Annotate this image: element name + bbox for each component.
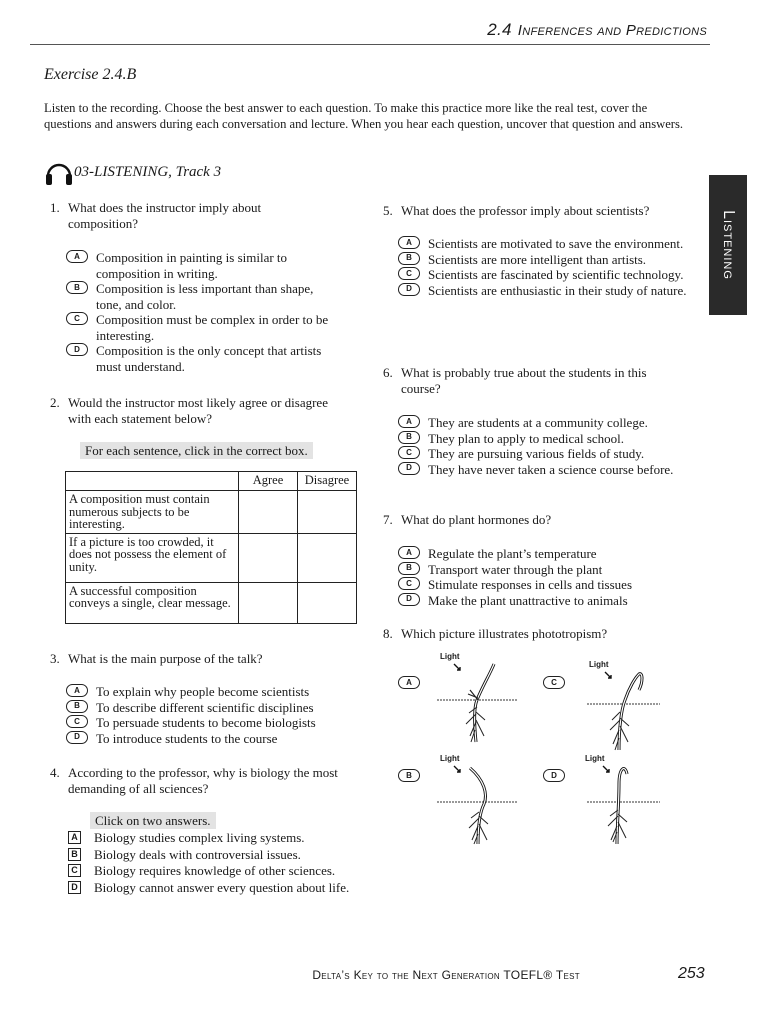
question-text: Would the instructor most likely agree or disagree with each statement below?	[68, 395, 328, 426]
answer-option[interactable]	[66, 731, 366, 747]
checkbox-c[interactable]: C	[68, 864, 81, 877]
plant-picture-c	[585, 660, 665, 755]
question-text: What does the instructor imply about composition?	[68, 200, 262, 231]
question-number: 6.	[383, 365, 393, 380]
checkbox-d[interactable]: D	[68, 881, 81, 894]
option-text: Composition is the only concept that artists must understand.	[96, 343, 322, 374]
question-number: 8.	[383, 626, 393, 641]
agree-box-1[interactable]	[239, 491, 298, 534]
bubble-c[interactable]: C	[543, 676, 565, 689]
light-label: Light	[440, 754, 460, 763]
answer-option[interactable]	[66, 250, 341, 281]
bubble-c[interactable]: C	[66, 715, 88, 728]
option-text: To introduce students to the course	[96, 730, 278, 746]
answer-option[interactable]	[398, 283, 688, 299]
running-header	[300, 20, 707, 40]
answer-option[interactable]	[398, 446, 693, 462]
statement-cell: If a picture is too crowded, it does not possess the element of unity.	[66, 533, 239, 582]
bubble-a[interactable]: A	[398, 546, 420, 559]
checkbox-option[interactable]	[68, 863, 378, 880]
plant-picture-d	[585, 754, 665, 849]
answer-option[interactable]	[398, 267, 688, 283]
option-text: Regulate the plant’s temperature	[428, 546, 597, 561]
section-title: Inferences and Predictions	[517, 22, 707, 39]
exercise-title: Exercise 2.4.B	[44, 66, 137, 83]
bubble-c[interactable]: C	[66, 312, 88, 325]
question-7	[383, 512, 663, 528]
bubble-b[interactable]: B	[398, 562, 420, 575]
answer-option[interactable]	[66, 700, 366, 716]
question-6	[383, 365, 653, 397]
question-text: What does the professor imply about scientists?	[401, 203, 650, 218]
bubble-b[interactable]: B	[398, 431, 420, 444]
bubble-c[interactable]: C	[398, 446, 420, 459]
question-number: 4.	[50, 765, 60, 780]
disagree-box-1[interactable]	[298, 491, 357, 534]
q7-options	[398, 546, 693, 608]
header-rule	[30, 44, 710, 45]
question-number: 1.	[50, 200, 60, 215]
q2-instruction	[80, 442, 313, 460]
option-text: Composition is less important than shape, tone, and color.	[96, 281, 314, 312]
checkbox-option[interactable]	[68, 830, 378, 847]
bubble-a[interactable]: A	[66, 684, 88, 697]
bubble-d[interactable]: D	[66, 343, 88, 356]
option-text: Scientists are more intelligent than artists.	[428, 251, 647, 267]
option-text: Scientists are enthusiastic in their study of nature.	[428, 282, 687, 298]
statement-cell: A composition must contain numerous subjects to be interesting.	[66, 491, 239, 534]
question-text: What do plant hormones do?	[401, 512, 552, 527]
answer-option[interactable]	[66, 684, 366, 700]
option-text: To persuade students to become biologists	[96, 715, 316, 730]
option-text: Biology deals with controversial issues.	[94, 846, 301, 862]
question-2	[50, 395, 330, 427]
headphones-icon	[44, 158, 74, 188]
section-number: 2.4	[487, 20, 512, 39]
plant-b-illustration	[432, 754, 522, 849]
disagree-box-3[interactable]	[298, 582, 357, 623]
instruction-highlight: Click on two answers.	[90, 812, 216, 829]
option-text: Biology cannot answer every question about life.	[94, 879, 350, 895]
side-tab-label: Listening	[720, 210, 737, 280]
answer-option[interactable]	[66, 715, 366, 731]
option-text: They are pursuing various fields of study.	[428, 446, 645, 461]
plant-c-illustration	[585, 660, 665, 755]
agree-box-3[interactable]	[239, 582, 298, 623]
bubble-d[interactable]: D	[398, 462, 420, 475]
q6-options	[398, 415, 693, 477]
agree-box-2[interactable]	[239, 533, 298, 582]
question-text: Which picture illustrates phototropism?	[401, 626, 608, 641]
footer-title: Delta’s Key to the Next Generation TOEFL® Test	[312, 968, 580, 982]
option-text: Composition in painting is similar to composition in writing.	[96, 250, 288, 281]
bubble-b[interactable]: B	[66, 281, 88, 294]
plant-d-illustration	[585, 754, 665, 849]
bubble-a[interactable]: A	[398, 236, 420, 249]
column-header-disagree: Disagree	[298, 472, 357, 491]
question-text: According to the professor, why is biology the most demanding of all sciences?	[68, 765, 338, 796]
checkbox-option[interactable]	[68, 847, 378, 864]
question-text: What is the main purpose of the talk?	[68, 651, 263, 666]
answer-option[interactable]	[398, 546, 693, 562]
q5-options	[398, 236, 688, 298]
option-text: Transport water through the plant	[428, 561, 603, 577]
checkbox-a[interactable]: A	[68, 831, 81, 844]
bubble-a[interactable]: A	[398, 676, 420, 689]
question-4	[50, 765, 350, 797]
table-corner	[66, 472, 239, 491]
side-tab	[709, 175, 747, 315]
question-number: 5.	[383, 203, 393, 218]
bubble-d[interactable]: D	[543, 769, 565, 782]
bubble-a[interactable]: A	[66, 250, 88, 263]
statement-cell: A successful composition conveys a single, clear message.	[66, 582, 239, 623]
option-text: Scientists are fascinated by scientific technology.	[428, 267, 684, 282]
question-number: 7.	[383, 512, 393, 527]
picture-choice-b[interactable]	[398, 769, 420, 782]
bubble-b[interactable]: B	[398, 769, 420, 782]
answer-option[interactable]	[66, 312, 341, 343]
plant-a-illustration	[432, 652, 522, 747]
option-text: Biology studies complex living systems.	[94, 830, 305, 845]
bubble-c[interactable]: C	[398, 267, 420, 280]
plant-picture-b	[432, 754, 522, 849]
column-header-agree: Agree	[239, 472, 298, 491]
light-label: Light	[589, 660, 609, 669]
light-label: Light	[585, 754, 605, 763]
answer-option[interactable]	[398, 462, 693, 478]
answer-option[interactable]	[398, 236, 688, 252]
answer-option[interactable]	[398, 593, 693, 609]
option-text: Scientists are motivated to save the environment.	[428, 236, 684, 251]
q3-options	[66, 684, 366, 746]
bubble-d[interactable]: D	[398, 593, 420, 606]
option-text: They plan to apply to medical school.	[428, 430, 625, 446]
option-text: To describe different scientific disciplines	[96, 699, 314, 715]
answer-option[interactable]	[398, 577, 693, 593]
bubble-b[interactable]: B	[66, 700, 88, 713]
track-label: 03-LISTENING, Track 3	[74, 164, 222, 180]
answer-option[interactable]	[66, 281, 341, 312]
question-1	[50, 200, 330, 232]
plant-picture-a	[432, 652, 522, 747]
bubble-d[interactable]: D	[398, 283, 420, 296]
page-number: 253	[678, 965, 705, 982]
picture-choice-d[interactable]	[543, 769, 565, 782]
agree-disagree-table	[65, 471, 357, 624]
option-text: Make the plant unattractive to animals	[428, 592, 628, 608]
option-text: They are students at a community college.	[428, 415, 648, 430]
question-number: 2.	[50, 395, 60, 410]
bubble-b[interactable]: B	[398, 252, 420, 265]
option-text: They have never taken a science course before.	[428, 461, 674, 477]
q1-options	[66, 250, 341, 374]
bubble-a[interactable]: A	[398, 415, 420, 428]
picture-choice-a[interactable]	[398, 676, 420, 689]
question-text: What is probably true about the students in this course?	[401, 365, 647, 396]
question-3	[50, 651, 340, 667]
q4-options	[68, 830, 378, 896]
checkbox-b[interactable]: B	[68, 848, 81, 861]
question-8	[383, 626, 683, 642]
option-text: Composition must be complex in order to be interesting.	[96, 312, 329, 343]
bubble-d[interactable]: D	[66, 731, 88, 744]
light-label: Light	[440, 652, 460, 661]
picture-choice-c[interactable]	[543, 676, 565, 689]
option-text: To explain why people become scientists	[96, 684, 310, 699]
question-5	[383, 203, 703, 219]
checkbox-option[interactable]	[68, 880, 378, 897]
option-text: Biology requires knowledge of other sciences.	[94, 863, 336, 878]
answer-option[interactable]	[398, 415, 693, 431]
answer-option[interactable]	[66, 343, 341, 374]
answer-option[interactable]	[398, 431, 693, 447]
question-number: 3.	[50, 651, 60, 666]
answer-option[interactable]	[398, 562, 693, 578]
answer-option[interactable]	[398, 252, 688, 268]
bubble-c[interactable]: C	[398, 577, 420, 590]
q4-instruction	[90, 812, 216, 830]
option-text: Stimulate responses in cells and tissues	[428, 577, 633, 592]
disagree-box-2[interactable]	[298, 533, 357, 582]
instructions: Listen to the recording. Choose the best answer to each question. To make this practice more like the real test, cover the questions and answers during each conversation and lecture. When you hear each question, uncover that question and answers.	[44, 101, 684, 131]
instruction-highlight: For each sentence, click in the correct box.	[80, 442, 313, 459]
